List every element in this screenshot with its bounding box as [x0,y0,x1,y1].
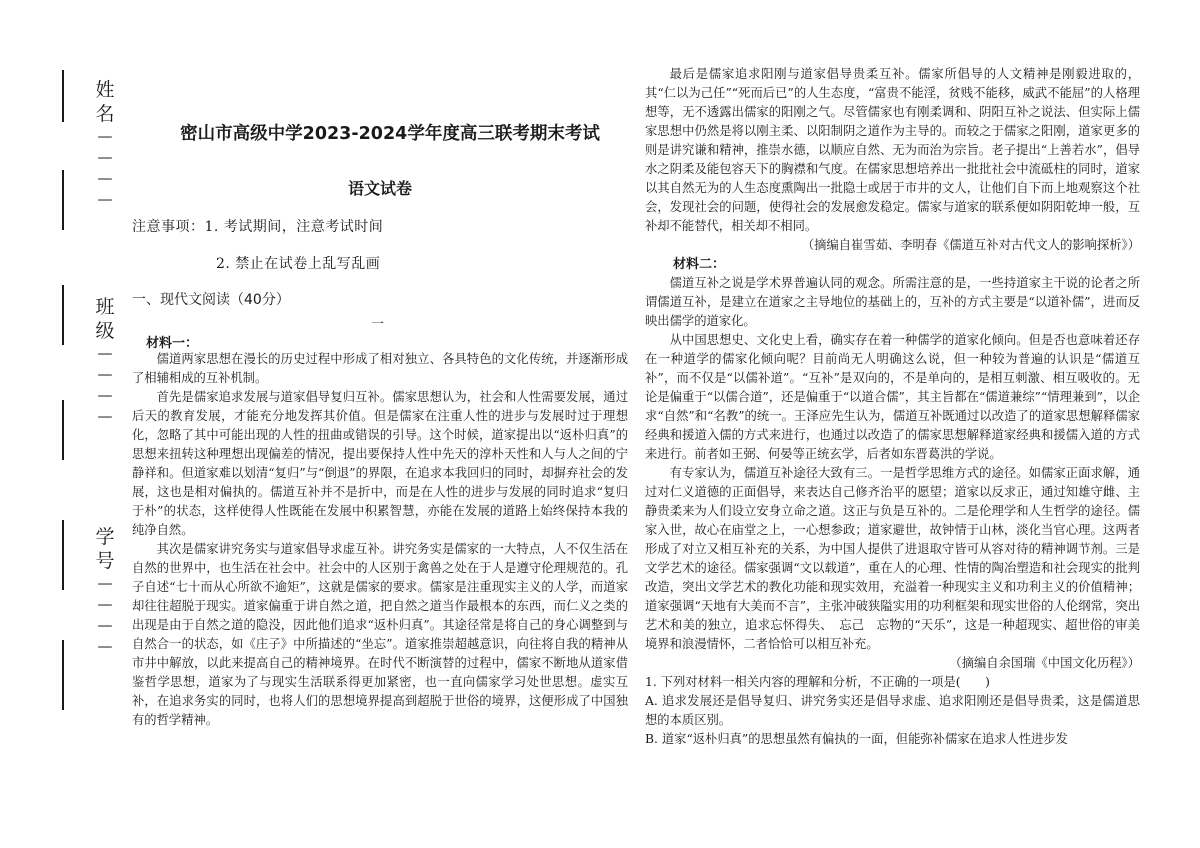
class-blank: — [97,344,113,362]
source-citation: （摘编自崔雪茹、李明春《儒道互补对古代文人的影响探析》） [801,238,1140,252]
right-column [645,65,1140,749]
answer-option-b[interactable]: B. 道家“返朴归真”的思想虽然有偏执的一面，但能弥补儒家在追求人性进步发 [645,732,1068,746]
name-label: 姓名 [95,79,115,125]
class-blank: — [97,386,113,404]
section-number: 一 [371,317,385,332]
margin-rule [62,520,64,590]
class-field[interactable] [93,295,117,427]
name-blank: — [97,127,113,145]
question-stem: 1. 下列对材料一相关内容的理解和分析，不正确的一项是( ) [645,675,990,689]
notice-item-1: 注意事项：1. 考试期间，注意考试时间 [132,219,384,235]
name-blank: — [97,190,113,208]
material-1-body [132,350,628,730]
name-blank: — [97,148,113,166]
margin-rule [62,640,64,710]
margin-rule [62,400,64,460]
material-2-label: 材料二： [673,257,726,272]
student-id-field[interactable] [93,525,117,657]
name-blank: — [97,169,113,187]
exam-subtitle: 语文试卷 [347,179,412,198]
body-paragraph: 儒道互补之说是学术界普遍认同的观念。所需注意的是，一些持道家主干说的论者之所谓儒道互补，是建立在道家之主导地位的基础上的，互补的方式主要是“以道补儒”，进而反映出儒学的道家化。 [645,276,1140,328]
student-id-blank: — [97,616,113,634]
body-paragraph: 其次是儒家讲究务实与道家倡导求虚互补。讲究务实是儒家的一大特点，人不仅生活在自然的世界中，也生活在社会中。社会中的人区别于禽兽之处在于人是遵守伦理规范的。孔子自述“七十而从心所欲不逾矩”，这就是儒家的要求。儒家是注重现实主义的人学，而道家却往往超脱于现实。道家偏重于讲自然之道，把自然之道当作最根本的东西，而仁义之类的出现是由于自然之道的隐没，因此他们追求“返朴归真”。其途径常是将自己的身心调整到与自然合一的状态，如《庄子》中所描述的“坐忘”。道家推崇超越意识，向往将自我的精神从市井中解放，以此来提高自己的精神境界。在时代不断演替的过程中，儒家不断地从道家借鉴哲学思想，道家为了与现实生活联系得更加紧密，也一直向儒家学习处世思想。虚实互补，在追求务实的同时，也将人们的思想境界提高到超脱于世俗的境界，这便形成了中国独有的哲学精神。 [132,542,628,727]
student-id-blank: — [97,574,113,592]
section-heading: 一、现代文阅读（40分） [132,292,290,308]
body-paragraph: 最后是儒家追求阳刚与道家倡导贵柔互补。儒家所倡导的人文精神是刚毅进取的，其“仁以为己任”“死而后已”的人生态度，“富贵不能淫，贫贱不能移，威武不能屈”的人格理想等，无不透露出儒家的阳刚之气。尽管儒家也有刚柔调和、阴阳互补之说法、但实际上儒家思想中仍然是将以刚主柔、以阳制阴之道作为主导的。而较之于儒家之阳刚，道家更多的则是讲究谦和精神，推崇水德，以顺应自然、无为而治为宗旨。老子提出“上善若水”，倡导水之阴柔及能包容天下的胸襟和气度。在儒家思想培养出一批批社会中流砥柱的同时，道家以其自然无为的人生态度熏陶出一批隐士或居于市井的文人，让他们自下而上地观察这个社会，发现社会的问题，使得社会的发展愈发稳定。儒家与道家的联系便如阴阳乾坤一般，互补却不能替代，相关却不相同。 [645,67,1140,233]
student-id-blank: — [97,595,113,613]
body-paragraph: 从中国思想史、文化史上看，确实存在着一种儒学的道家化倾向。但是否也意味着还存在一种道学的儒家化倾向呢？目前尚无人明确这么说，但一种较为普遍的认识是“儒道互补”，而不仅是“以儒补道”。“互补”是双向的，不是单向的，是相互刺激、相互吸收的。无论是偏重于“以儒合道”，还是偏重于“以道合儒”，其主旨都在“儒道兼综”“情理兼到”，以企求“自然”和“名教”的统一。王泽应先生认为，儒道互补既通过以改造了的道家思想解释儒家经典和援道入儒的方式来进行，也通过以改造了的儒家思想解释道家经典和援儒入道的方式来进行。前者如王弼、何晏等正统玄学，后者如东晋葛洪的学说。 [645,333,1140,461]
margin-rule [62,170,64,230]
class-blank: — [97,407,113,425]
margin-rule [62,70,64,122]
class-blank: — [97,365,113,383]
notice-item-2: 2. 禁止在试卷上乱写乱画 [216,256,381,272]
exam-title: 密山市高级中学2023-2024学年度高三联考期末考试 [180,124,600,144]
class-label: 班级 [95,296,115,342]
source-citation: （摘编自余国瑞《中国文化历程》） [949,656,1140,670]
body-paragraph: 首先是儒家追求发展与道家倡导复归互补。儒家思想认为，社会和人性需要发展，通过后天的教育发展，才能充分地发挥其价值。但是儒家在注重人性的进步与发展时过于理想化，忽略了其中可能出现的人性的扭曲或错误的引导。这个时候，道家提出以“返朴归真”的思想来扭转这种理想出现偏差的情况，提出要保持人性中先天的淳朴天性和人与人之间的宁静祥和。但道家难以划清“复归”与“倒退”的界限，在追求本我回归的同时，却摒弃社会的发展，这也是相对偏执的。儒道互补并不是折中，而是在人性的进步与发展的同时追求“复归于朴”的状态，这样使得人性既能在发展中积累智慧，亦能在发展的道路上始终保持本我的纯净自然。 [132,390,628,537]
binding-margin [55,60,125,760]
answer-option-a[interactable]: A. 追求发展还是倡导复归、讲究务实还是倡导求虚、追求阳刚还是倡导贵柔，这是儒道思想的本质区别。 [645,694,1140,727]
student-id-label: 学号 [95,526,115,572]
body-paragraph: 有专家认为，儒道互补途径大致有三。一是哲学思维方式的途径。如儒家正面求解，通过对仁义道德的正面倡导，来表达自己修齐治平的愿望；道家以反求正，通过知雄守雌、主静贵柔来为人们设立安身立命之道。这正与负是互补的。二是伦理学和人生哲学的途径。儒家入世，故心在庙堂之上，一心想参政；道家避世，故钟情于山林，淡化当官心理。这两者形成了对立又相互补充的关系，为中国人提供了进退取守皆可从容对待的精神调节剂。三是文学艺术的途径。儒家强调“文以载道”，重在人的心理、性情的陶冶塑造和社会现实的批判改造，突出文学艺术的教化功能和现实效用，充溢着一种现实主义和功利主义的价值精神；道家强调“天地有大美而不言”，主张冲破狭隘实用的功利框架和现实世俗的人伦纲常，突出艺术和美的独立，追求忘怀得失、 忘己 忘物的“天乐”，这是一种超现实、超世俗的审美境界和浪漫情怀，二者恰恰可以相互补充。 [645,466,1140,651]
margin-rule [62,285,64,345]
name-field[interactable] [93,78,117,210]
material-1-label: 材料一： [146,336,199,351]
body-paragraph: 儒道两家思想在漫长的历史过程中形成了相对独立、各具特色的文化传统，并逐渐形成了相辅相成的互补机制。 [132,352,628,385]
student-id-blank: — [97,637,113,655]
